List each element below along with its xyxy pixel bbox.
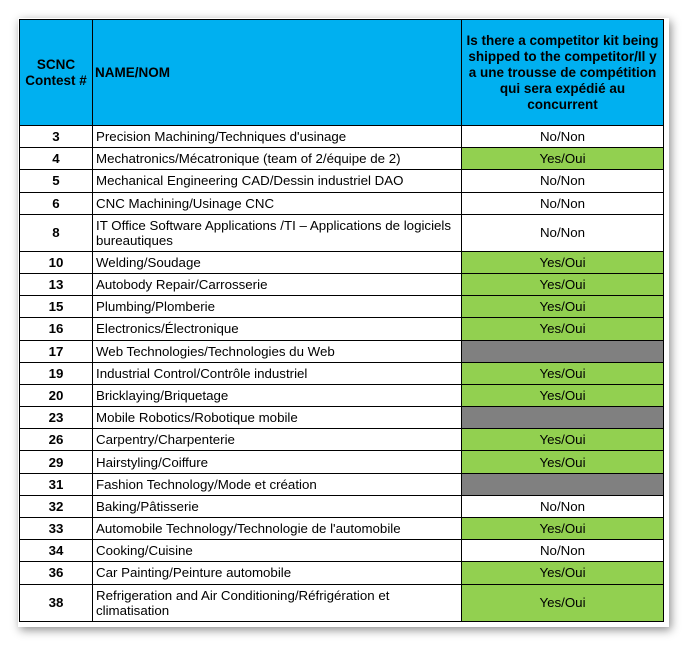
contest-number-cell: 8 (20, 214, 93, 251)
table-row (20, 407, 664, 429)
contest-number-cell: 5 (20, 170, 93, 192)
contest-name-cell: Mechatronics/Mécatronique (team of 2/équipe de 2) (93, 148, 462, 170)
contest-name-cell: CNC Machining/Usinage CNC (93, 192, 462, 214)
contest-name-cell: Car Painting/Peinture automobile (93, 562, 462, 584)
contest-name-cell: Welding/Soudage (93, 251, 462, 273)
competitor-kit-cell: No/Non (462, 170, 664, 192)
contest-number-cell: 16 (20, 318, 93, 340)
contest-number-cell: 36 (20, 562, 93, 584)
competitor-kit-cell: Yes/Oui (462, 451, 664, 473)
table-row (20, 473, 664, 495)
contest-number-cell: 31 (20, 473, 93, 495)
contest-number-cell: 34 (20, 540, 93, 562)
contest-name-cell: Plumbing/Plomberie (93, 296, 462, 318)
contest-name-cell: Electronics/Électronique (93, 318, 462, 340)
competitor-kit-cell: No/Non (462, 192, 664, 214)
contest-number-cell: 32 (20, 495, 93, 517)
contest-name-cell: Refrigeration and Air Conditioning/Réfrigération et climatisation (93, 584, 462, 621)
table-row (20, 318, 664, 340)
table-row (20, 495, 664, 517)
table-row (20, 562, 664, 584)
competitor-kit-cell: Yes/Oui (462, 562, 664, 584)
competitor-kit-cell (462, 407, 664, 429)
table-row (20, 251, 664, 273)
table-row (20, 273, 664, 295)
contest-name-cell: IT Office Software Applications /TI – Applications de logiciels bureautiques (93, 214, 462, 251)
table-row (20, 214, 664, 251)
table-row (20, 148, 664, 170)
contest-name-cell: Bricklaying/Briquetage (93, 384, 462, 406)
table-row (20, 170, 664, 192)
contest-number-cell: 19 (20, 362, 93, 384)
contest-number-cell: 4 (20, 148, 93, 170)
contest-name-cell: Mobile Robotics/Robotique mobile (93, 407, 462, 429)
competitor-kit-cell: No/Non (462, 540, 664, 562)
contest-name-cell: Industrial Control/Contrôle industriel (93, 362, 462, 384)
contest-name-cell: Carpentry/Charpenterie (93, 429, 462, 451)
contest-name-cell: Hairstyling/Coiffure (93, 451, 462, 473)
contest-name-cell: Precision Machining/Techniques d'usinage (93, 126, 462, 148)
competitor-kit-cell: Yes/Oui (462, 148, 664, 170)
competitor-kit-cell: No/Non (462, 126, 664, 148)
competitor-kit-cell: Yes/Oui (462, 251, 664, 273)
table-row (20, 584, 664, 621)
table-row (20, 340, 664, 362)
table-row (20, 126, 664, 148)
contest-number-cell: 33 (20, 518, 93, 540)
contest-number-cell: 17 (20, 340, 93, 362)
competitor-kit-cell: Yes/Oui (462, 296, 664, 318)
contest-number-cell: 6 (20, 192, 93, 214)
competitor-kit-cell (462, 473, 664, 495)
competitor-kit-cell: Yes/Oui (462, 584, 664, 621)
competitor-kit-cell: Yes/Oui (462, 384, 664, 406)
table-row (20, 384, 664, 406)
header-row (20, 20, 664, 126)
header-competitor-kit: Is there a competitor kit being shipped to the competitor/Il y a une trousse de compétition qui sera expédié au concurrent (462, 20, 664, 126)
table-row (20, 192, 664, 214)
table-frame (18, 18, 669, 627)
contest-name-cell: Fashion Technology/Mode et création (93, 473, 462, 495)
contest-name-cell: Web Technologies/Technologies du Web (93, 340, 462, 362)
contest-number-cell: 20 (20, 384, 93, 406)
table-row (20, 362, 664, 384)
header-name: NAME/NOM (93, 20, 462, 126)
competitor-kit-cell: No/Non (462, 214, 664, 251)
contest-number-cell: 26 (20, 429, 93, 451)
competitor-kit-cell: Yes/Oui (462, 362, 664, 384)
table-row (20, 451, 664, 473)
contest-number-cell: 23 (20, 407, 93, 429)
contest-number-cell: 15 (20, 296, 93, 318)
competitor-kit-cell: No/Non (462, 495, 664, 517)
contest-name-cell: Cooking/Cuisine (93, 540, 462, 562)
competitor-kit-cell (462, 340, 664, 362)
contest-name-cell: Mechanical Engineering CAD/Dessin industriel DAO (93, 170, 462, 192)
contest-number-cell: 10 (20, 251, 93, 273)
contest-table (19, 19, 664, 622)
table-row (20, 518, 664, 540)
contest-number-cell: 3 (20, 126, 93, 148)
competitor-kit-cell: Yes/Oui (462, 318, 664, 340)
contest-name-cell: Baking/Pâtisserie (93, 495, 462, 517)
contest-name-cell: Automobile Technology/Technologie de l'automobile (93, 518, 462, 540)
table-row (20, 540, 664, 562)
contest-number-cell: 13 (20, 273, 93, 295)
table-row (20, 429, 664, 451)
contest-number-cell: 38 (20, 584, 93, 621)
competitor-kit-cell: Yes/Oui (462, 273, 664, 295)
competitor-kit-cell: Yes/Oui (462, 429, 664, 451)
contest-number-cell: 29 (20, 451, 93, 473)
header-contest-number: SCNC Contest # (20, 20, 93, 126)
table-row (20, 296, 664, 318)
contest-name-cell: Autobody Repair/Carrosserie (93, 273, 462, 295)
competitor-kit-cell: Yes/Oui (462, 518, 664, 540)
